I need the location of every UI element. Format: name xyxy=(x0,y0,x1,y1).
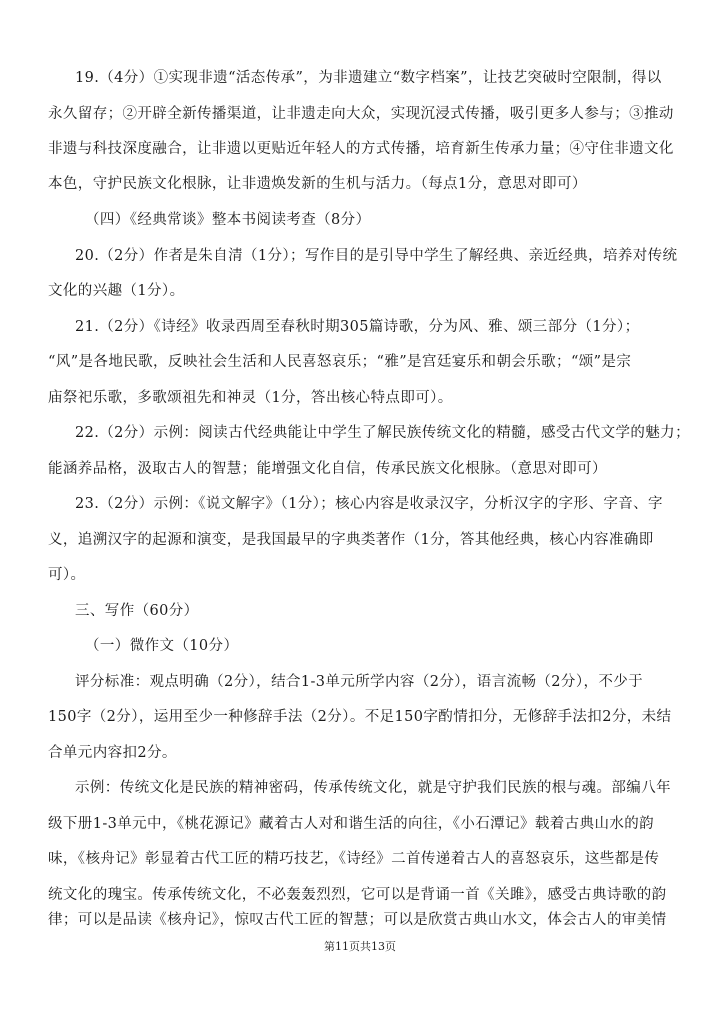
grading-criteria-line-3: 合单元内容扣2分。 xyxy=(48,745,177,761)
answer-23-line-3: 可）。 xyxy=(48,567,86,583)
sample-essay-line-1: 示例：传统文化是民族的精神密码，传承传统文化，就是守护我们民族的根与魂。部编八年 xyxy=(75,780,671,796)
sample-essay-line-5: 律；可以是品读《核舟记》，惊叹古代工匠的智慧；可以是欣赏古典山水文，体会古人的审美情 xyxy=(48,912,667,928)
answer-20-line-1: 20.（2分）作者是朱自清（1分）；写作目的是引导中学生了解经典、亲近经典，培养对传统 xyxy=(75,248,678,264)
answer-19-line-4: 本色，守护民族文化根脉，让非遗焕发新的生机与活力。（每点1分，意思对即可） xyxy=(48,176,587,192)
grading-criteria-line-2: 150字（2分），运用至少一种修辞手法（2分）。不足150字酌情扣分，无修辞手法扣2分，未结 xyxy=(48,709,672,725)
answer-21-line-3: 庙祭祀乐歌，多歌颂祖先和神灵（1分，答出核心特点即可）。 xyxy=(48,390,453,406)
answer-20-line-2: 文化的兴趣（1分）。 xyxy=(48,283,185,299)
answer-19-line-1: 19.（4分）①实现非遗“活态传承”，为非遗建立“数字档案”，让技艺突破时空限制，得以 xyxy=(75,70,662,86)
answer-21-line-2: “风”是各地民歌，反映社会生活和人民喜怒哀乐；“雅”是宫廷宴乐和朝会乐歌；“颂”是宗 xyxy=(48,354,632,370)
grading-criteria-line-1: 评分标准：观点明确（2分），结合1-3单元所学内容（2分），语言流畅（2分），不少于 xyxy=(75,674,644,690)
answer-19-line-2: 永久留存；②开辟全新传播渠道，让非遗走向大众，实现沉浸式传播，吸引更多人参与；③推动 xyxy=(48,106,674,122)
sample-essay-line-3: 味，《核舟记》彰显着古代工匠的精巧技艺，《诗经》二首传递着古人的喜怒哀乐，这些都是传 xyxy=(48,851,660,867)
answer-21-line-1: 21.（2分）《诗经》收录西周至春秋时期305篇诗歌，分为风、雅、颂三部分（1分）； xyxy=(75,319,640,335)
answer-19-line-3: 非遗与科技深度融合，让非遗以更贴近年轻人的方式传播，培育新生传承力量；④守住非遗文化 xyxy=(48,141,674,157)
answer-23-line-2: 义，追溯汉字的起源和演变，是我国最早的字典类著作（1分，答其他经典，核心内容准确即 xyxy=(48,532,654,548)
answer-23-line-1: 23.（2分）示例：《说文解字》（1分）；核心内容是收录汉字，分析汉字的字形、字音、字 xyxy=(75,496,663,512)
section-4-heading: （四）《经典常谈》整本书阅读考查（8分） xyxy=(85,212,371,228)
sample-essay-line-2: 级下册1-3单元中，《桃花源记》藏着古人对和谐生活的向往，《小石潭记》载着古典山水的韵 xyxy=(48,816,655,832)
answer-22-line-1: 22.（2分）示例：阅读古代经典能让中学生了解民族传统文化的精髓，感受古代文学的魅力； xyxy=(75,425,690,441)
answer-22-line-2: 能涵养品格，汲取古人的智慧；能增强文化自信，传承民族文化根脉。（意思对即可） xyxy=(48,461,607,477)
sample-essay-line-4: 统文化的瑰宝。传承传统文化，不必轰轰烈烈，它可以是背诵一首《关雎》，感受古典诗歌的韵 xyxy=(48,887,667,903)
page-number-footer: 第11页共13页 xyxy=(324,940,396,953)
writing-section-heading: 三、写作（60分） xyxy=(75,603,199,619)
micro-essay-heading: （一）微作文（10分） xyxy=(85,638,239,654)
